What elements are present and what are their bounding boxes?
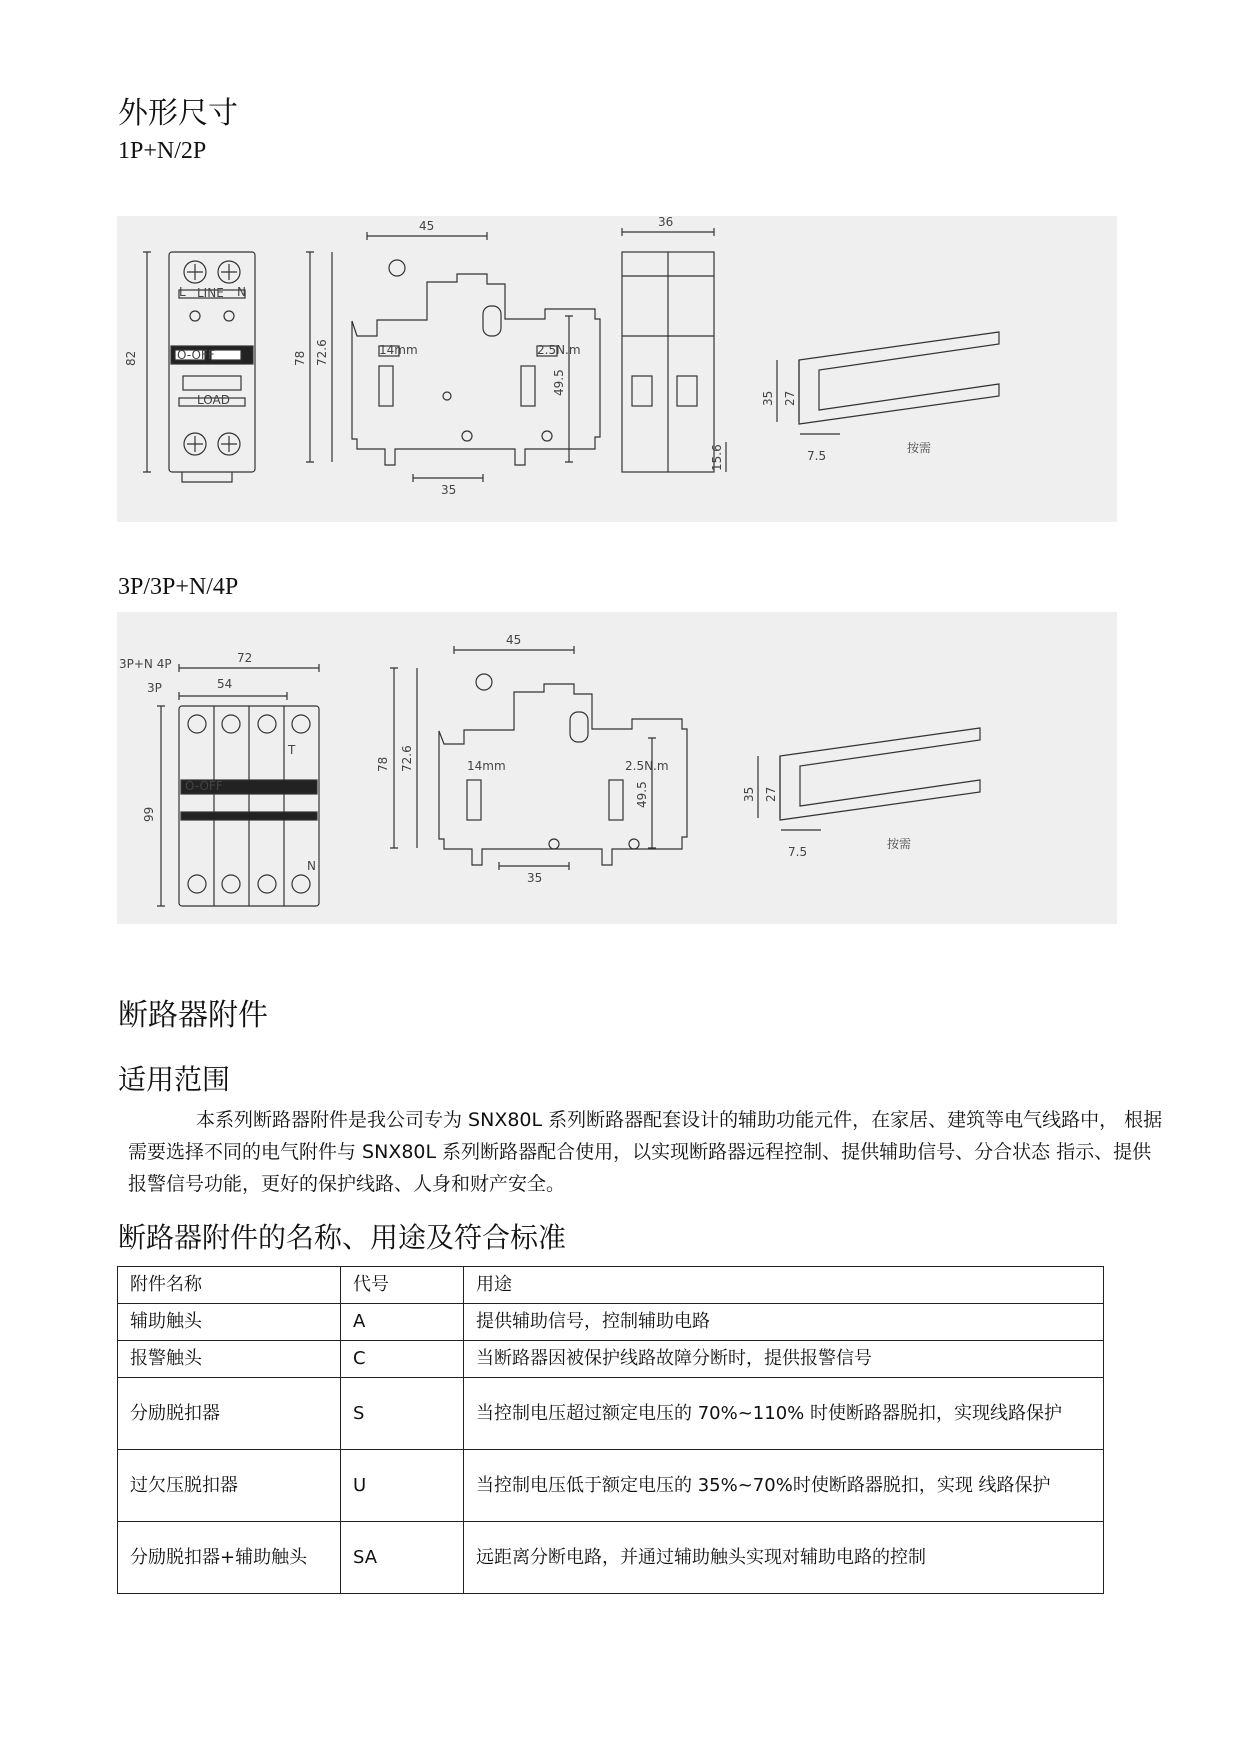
section-title-accessories: 断路器附件 — [118, 998, 268, 1033]
dim-3p-side-78: 78 — [376, 756, 390, 772]
dim-3p-w54: 54 — [217, 677, 233, 691]
table-row — [118, 1304, 1104, 1341]
dim-3p-side-width: 45 — [506, 633, 522, 647]
label-1p: 1P+N/2P — [118, 138, 207, 164]
label-1p-line: LINE — [197, 286, 224, 300]
table-row — [118, 1378, 1104, 1450]
label-3p-4p: 3P+N 4P — [119, 657, 172, 671]
dim-1p-side-495: 49.5 — [552, 369, 566, 396]
dim-3p-height: 99 — [142, 806, 156, 822]
dim-1p-rail-len: 按需 — [907, 441, 932, 455]
table-cell: U — [341, 1450, 464, 1522]
label-3p-t: T — [288, 743, 296, 757]
table-header-row — [118, 1267, 1104, 1304]
table-cell: SA — [341, 1522, 464, 1594]
table-cell: 当断路器因被保护线路故障分断时，提供报警信号 — [464, 1341, 1104, 1378]
tag-1p-torque: 2.5N.m — [537, 343, 581, 357]
dim-3p-side-726: 72.6 — [400, 745, 414, 772]
dim-1p-side-bottom: 35 — [441, 483, 457, 497]
table-cell: 当控制电压超过额定电压的 70%~110% 时使断路器脱扣，实现线路保护 — [464, 1378, 1104, 1450]
label-1p-load: LOAD — [197, 393, 230, 407]
label-1p-right-n: N — [237, 285, 246, 299]
table-cell: 分励脱扣器+辅助触头 — [118, 1522, 341, 1594]
tag-1p-14mm: 14mm — [379, 343, 418, 357]
section-title-dimensions: 外形尺寸 — [118, 96, 238, 131]
dim-3p-rail-75: 7.5 — [788, 845, 808, 859]
table-cell: 远距离分断电路，并通过辅助触头实现对辅助电路的控制 — [464, 1522, 1104, 1594]
dim-3p-side-bottom: 35 — [527, 871, 543, 885]
dim-1p-end-width: 36 — [658, 216, 674, 229]
subsection-title-table: 断路器附件的名称、用途及符合标准 — [118, 1221, 567, 1254]
table-row — [118, 1522, 1104, 1594]
dim-1p-side-78: 78 — [293, 350, 307, 366]
drawing-panel-3p — [117, 612, 1117, 924]
table-header: 用途 — [464, 1267, 1104, 1304]
drawing-3p — [117, 612, 1117, 924]
table-cell: 报警触头 — [118, 1341, 341, 1378]
drawing-panel-1p — [117, 216, 1117, 522]
subsection-title-scope: 适用范围 — [118, 1063, 231, 1096]
table-cell: 辅助触头 — [118, 1304, 341, 1341]
table-cell: 当控制电压低于额定电压的 35%~70%时使断路器脱扣，实现 线路保护 — [464, 1450, 1104, 1522]
scope-paragraph — [128, 1104, 1168, 1200]
dim-1p-side-width: 45 — [419, 219, 435, 233]
table-cell: S — [341, 1378, 464, 1450]
table-cell: C — [341, 1341, 464, 1378]
dim-1p-rail-75: 7.5 — [807, 449, 827, 463]
accessories-table — [117, 1266, 1104, 1594]
dim-3p-side-495: 49.5 — [635, 781, 649, 808]
label-3p-3p: 3P — [147, 681, 162, 695]
table-cell: A — [341, 1304, 464, 1341]
label-1p-switch: O-OFF — [177, 348, 215, 362]
label-3p-n: N — [307, 859, 316, 873]
dim-1p-side-726: 72.6 — [315, 339, 329, 366]
dim-1p-end-156: 15.6 — [710, 444, 724, 471]
dim-3p-rail-len: 按需 — [887, 837, 912, 851]
table-cell: 提供辅助信号，控制辅助电路 — [464, 1304, 1104, 1341]
dim-1p-rail-35: 35 — [761, 390, 775, 406]
table-header: 代号 — [341, 1267, 464, 1304]
dim-3p-rail-27: 27 — [764, 786, 778, 802]
drawing-1p — [117, 216, 1117, 522]
label-3p: 3P/3P+N/4P — [118, 574, 239, 600]
dim-1p-rail-27: 27 — [783, 390, 797, 406]
label-3p-switch: O-OFF — [185, 779, 223, 793]
tag-3p-torque: 2.5N.m — [625, 759, 669, 773]
label-1p-left-l: L — [179, 285, 186, 299]
scope-text: 本系列断路器附件是我公司专为 SNX80L 系列断路器配套设计的辅助功能元件，在家居、建筑等电气线路中， 根据需要选择不同的电气附件与 SNX80L 系列断路器配合使用，以实现断路器远程控制、提供辅助信号、分合状态 指示、提供报警信号功能，更好的保护线路、人身和财产安全。 — [128, 1109, 1163, 1195]
table-header: 附件名称 — [118, 1267, 341, 1304]
dim-3p-rail-35: 35 — [742, 786, 756, 802]
table-cell: 过欠压脱扣器 — [118, 1450, 341, 1522]
table-cell: 分励脱扣器 — [118, 1378, 341, 1450]
dim-3p-w72: 72 — [237, 651, 253, 665]
table-row — [118, 1450, 1104, 1522]
table-row — [118, 1341, 1104, 1378]
tag-3p-14mm: 14mm — [467, 759, 506, 773]
dim-1p-front-height: 82 — [124, 350, 138, 366]
